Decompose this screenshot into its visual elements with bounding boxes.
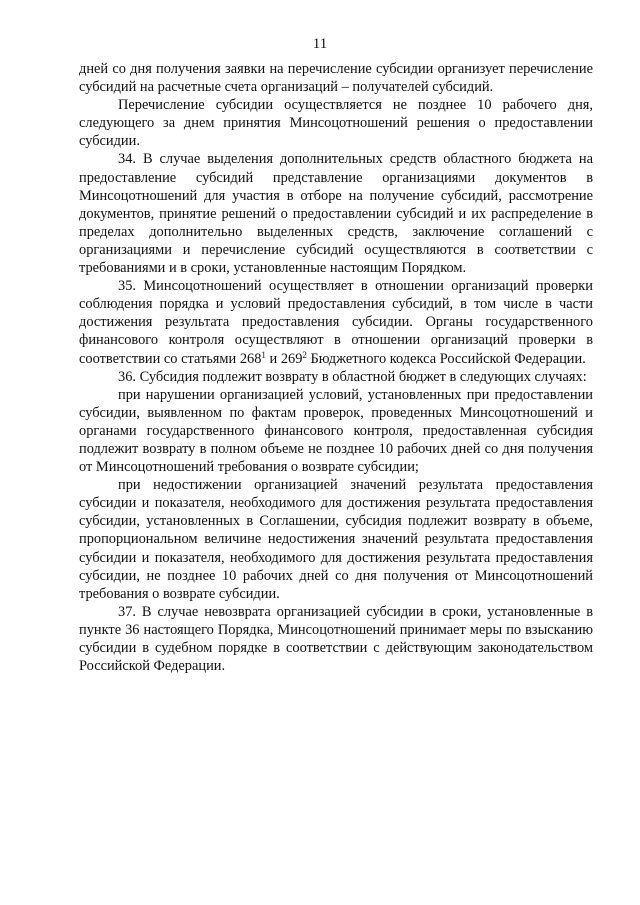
paragraph-36: 36. Субсидия подлежит возврату в областной бюджет в следующих случаях: — [118, 368, 587, 385]
page-number: 11 — [312, 36, 328, 52]
paragraph-transfer-deadline: Перечисление субсидии осуществляется не позднее 10 рабочего дня, следующего за днем принятия Минсоцотношений решения о предоставлении субсидии. — [79, 97, 593, 150]
footnote-superscript-1: 1 — [261, 349, 266, 360]
paragraph-36-case-violation: при нарушении организацией условий, установленных при предоставлении субсидии, выявленном по фактам проверок, проведенных Минсоцотношений и органами государственного финансового контроля, предоставленная субсидия подлежит возврату в полном объеме не позднее 10 рабочих дней со дня получения от Минсоцотношений требования о возврате субсидии; — [79, 386, 593, 476]
document-body — [79, 60, 593, 675]
paragraph-continuation: дней со дня получения заявки на перечисление субсидии организует перечисление субсидий на расчетные счета организаций – получателей субсидий. — [79, 61, 593, 96]
paragraph-34: 34. В случае выделения дополнительных средств областного бюджета на предоставление субсидий представление организациями документов в Минсоцотношений для участия в отборе на получение субсидий, рассмотрение документов, принятие решений о предоставлении субсидий и их распределение в пределах дополнительно выделенных средств, заключение соглашений с организациями и перечисление субсидий осуществляются в соответствии с требованиями и в сроки, установленные настоящим Порядком. — [79, 151, 593, 277]
paragraph-36-case-underachievement: при недостижении организацией значений результата предоставления субсидии и показателя, необходимого для достижения результата предоставления субсидии, установленных в Соглашении, субсидия подлежит возврату в объеме, пропорциональном величине недостижения значений результата предоставления субсидии и показателя, необходимого для достижения результата предоставления субсидии, не позднее 10 рабочих дней со дня получения от Минсоцотношений требования о возврате субсидии. — [79, 477, 593, 602]
paragraph-35-text-before: 35. Минсоцотношений осуществляет в отношении организаций проверки соблюдения порядка и условий предоставления субсидий, в том числе в части достижения результата предоставления субсидии. Органы государственного финансового контроля осуществляют в отношении организаций проверки в соответствии со статьями 268 — [79, 278, 593, 367]
paragraph-35 — [79, 277, 593, 367]
paragraph-35-text-mid: и 269 — [265, 350, 303, 367]
paragraph-37: 37. В случае невозврата организацией субсидии в сроки, установленные в пункте 36 настоящего Порядка, Минсоцотношений принимает меры по взысканию субсидии в судебном порядке в соответствии с действующим законодательством Российской Федерации. — [79, 603, 593, 675]
footnote-superscript-2: 2 — [302, 349, 307, 360]
paragraph-35-text-after: Бюджетного кодекса Российской Федерации. — [306, 350, 586, 367]
